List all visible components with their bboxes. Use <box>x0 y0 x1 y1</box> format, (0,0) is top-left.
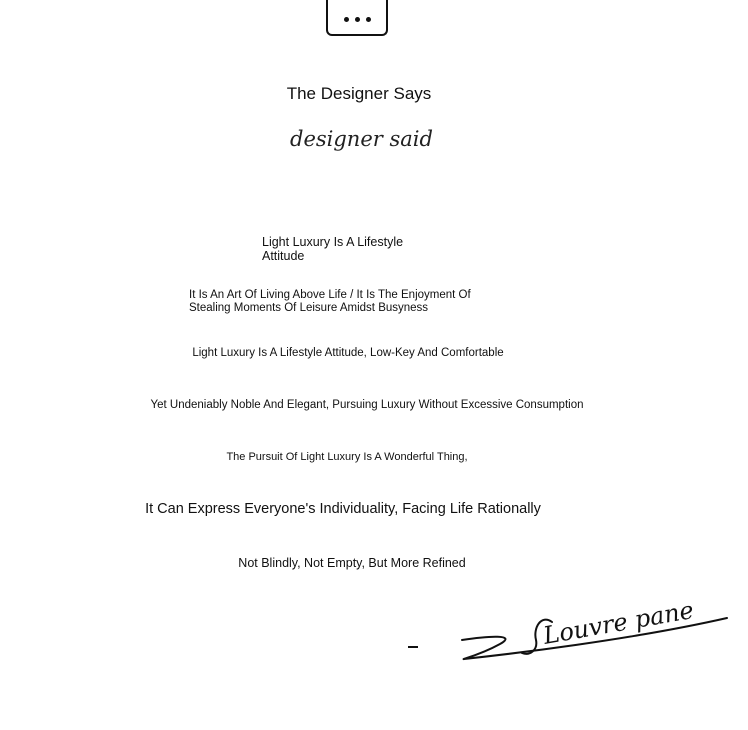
dot <box>355 17 360 22</box>
body-line-3: The Pursuit Of Light Luxury Is A Wonderful Thing, <box>226 451 468 463</box>
script-subtitle-text: designer said <box>290 127 433 151</box>
headline: Light Luxury Is A Lifestyle Attitude <box>262 235 404 263</box>
body-line-1: Light Luxury Is A Lifestyle Attitude, Low-Key And Comfortable <box>192 347 504 359</box>
dot <box>366 17 371 22</box>
body-line-5: Not Blindly, Not Empty, But More Refined <box>238 556 466 570</box>
body-line-4: It Can Express Everyone's Individuality, Facing Life Rationally <box>145 501 541 517</box>
intro-paragraph: It Is An Art Of Living Above Life / It Is The Enjoyment Of Stealing Moments Of Leisure Amidst Busyness <box>189 289 471 314</box>
signature <box>400 595 735 677</box>
page-title: The Designer Says <box>286 84 432 103</box>
body-line-2: Yet Undeniably Noble And Elegant, Pursuing Luxury Without Excessive Consumption <box>150 399 584 411</box>
script-subtitle <box>288 122 433 161</box>
dot <box>344 17 349 22</box>
signature-text: Louvre pane <box>541 595 696 650</box>
more-dots-icon[interactable] <box>326 0 388 36</box>
